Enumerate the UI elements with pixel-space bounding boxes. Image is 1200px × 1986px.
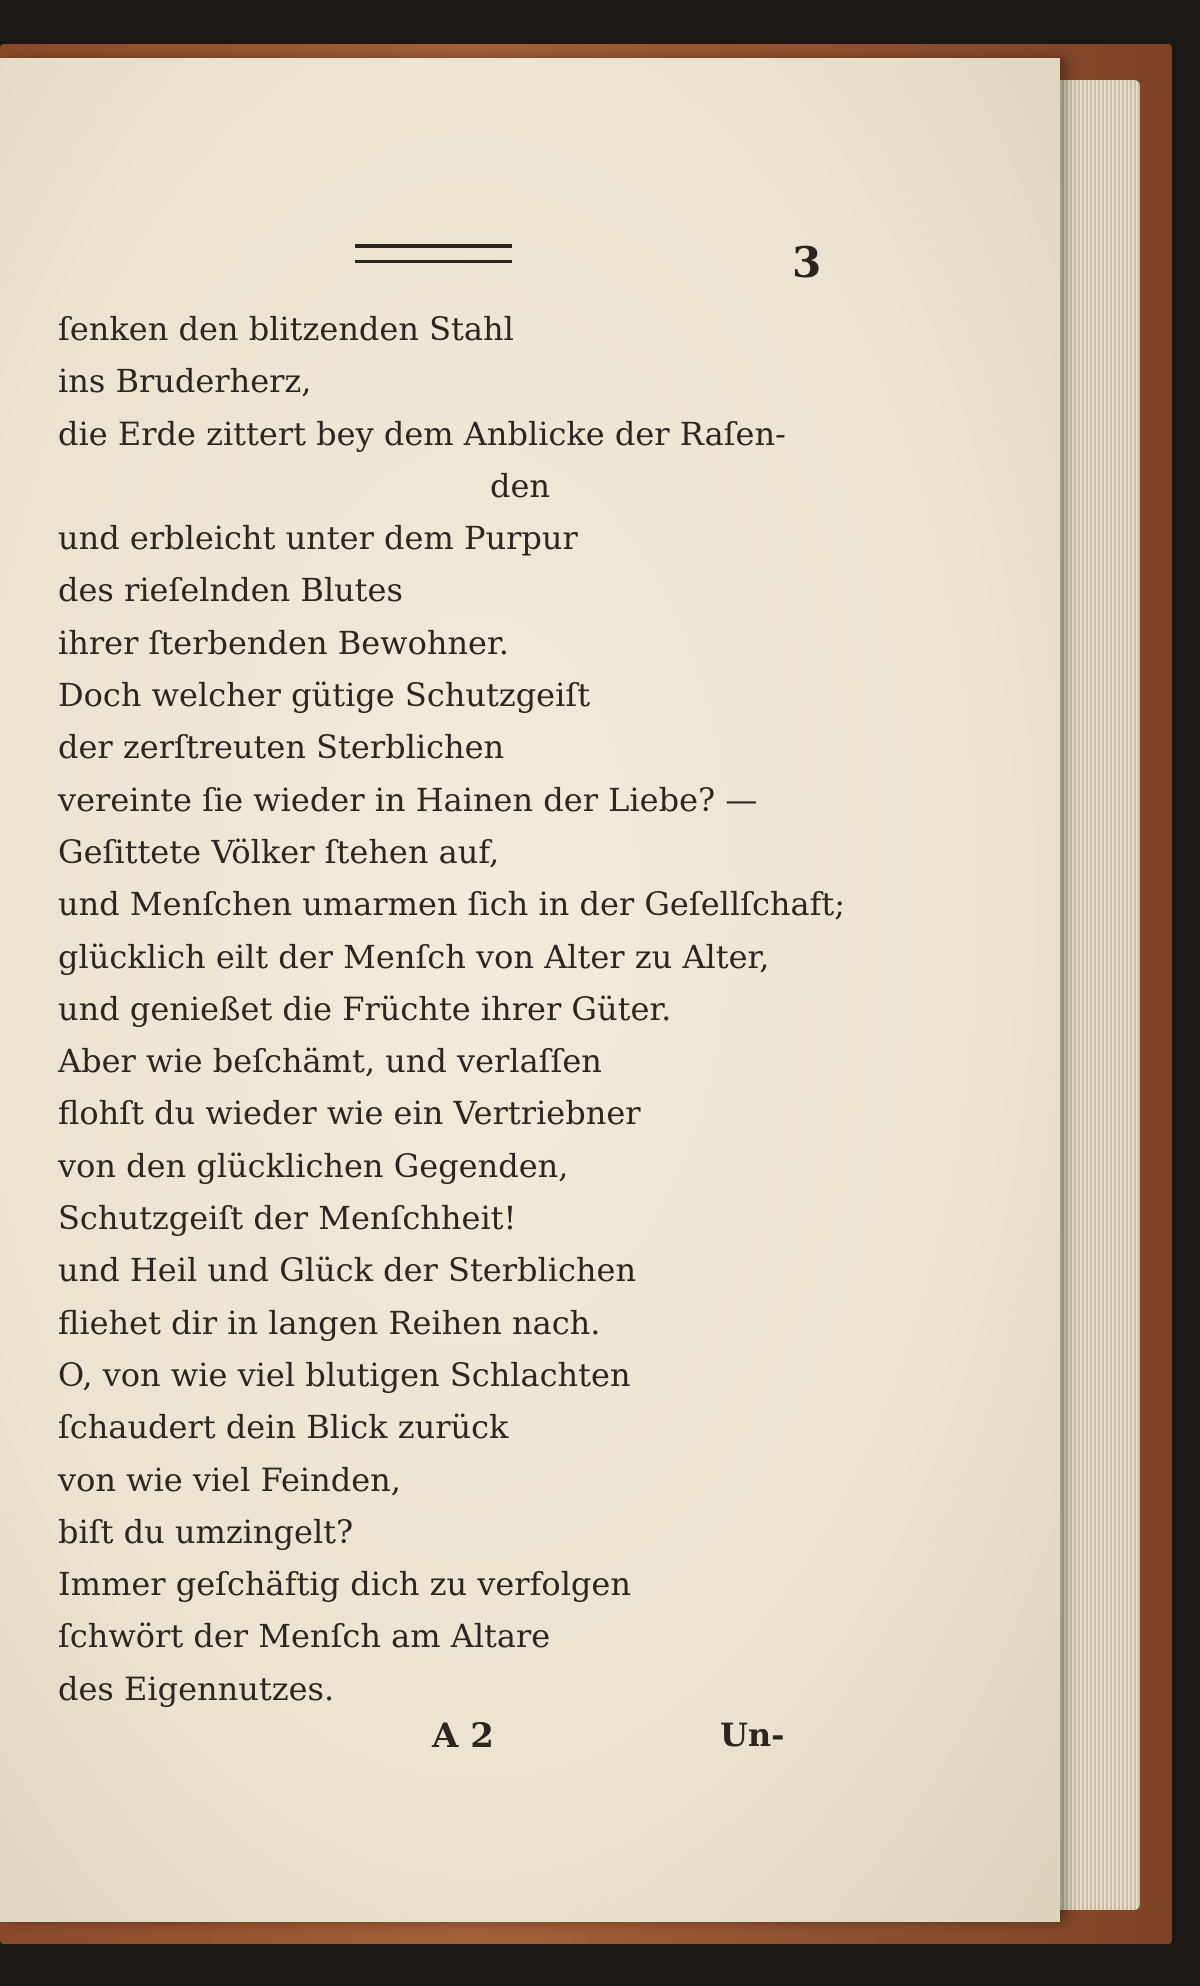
text-line: von den glücklichen Gegenden, (58, 1146, 569, 1185)
text-line: Doch welcher gütige Schutzgeiſt (58, 676, 591, 715)
text-line: des Eigennutzes. (58, 1669, 335, 1708)
signature-mark: A 2 (432, 1716, 494, 1756)
text-line: und genießet die Früchte ihrer Güter. (58, 989, 672, 1028)
text-line: biſt du umzingelt? (58, 1512, 354, 1551)
header-rule (355, 244, 512, 263)
text-line: flohſt du wieder wie ein Vertriebner (58, 1094, 641, 1133)
page-number: 3 (792, 238, 822, 287)
text-line: und Menſchen umarmen ſich in der Geſellſchaft; (58, 885, 846, 924)
text-line: ins Bruderherz, (58, 362, 312, 401)
text-line: Schutzgeiſt der Menſchheit! (58, 1199, 517, 1238)
book-page (0, 58, 1060, 1922)
text-line: und erbleicht unter dem Purpur (58, 519, 578, 558)
text-line: ihrer ſterbenden Bewohner. (58, 623, 509, 662)
text-line: fliehet dir in langen Reihen nach. (58, 1303, 601, 1342)
text-line: glücklich eilt der Menſch von Alter zu Alter, (58, 937, 770, 976)
text-line: Immer geſchäftig dich zu verfolgen (58, 1565, 631, 1604)
catchword: Un- (720, 1716, 785, 1754)
text-line: O, von wie viel blutigen Schlachten (58, 1355, 631, 1394)
text-line: ſchwört der Menſch am Altare (58, 1617, 551, 1656)
text-line: der zerſtreuten Sterblichen (58, 728, 505, 767)
text-line: vereinte ſie wieder in Hainen der Liebe? — (58, 780, 758, 819)
page-footer (0, 1716, 1060, 1776)
poem-text (58, 303, 846, 1715)
text-line: Geſittete Völker ſtehen auf, (58, 832, 500, 871)
text-line: die Erde zittert bey dem Anblicke der Raſen- (58, 414, 786, 453)
text-line: den (490, 466, 551, 505)
text-line: von wie viel Feinden, (58, 1460, 401, 1499)
text-line: und Heil und Glück der Sterblichen (58, 1251, 637, 1290)
text-line: ſenken den blitzenden Stahl (58, 310, 514, 348)
text-line: Aber wie beſchämt, und verlaſſen (58, 1042, 602, 1081)
text-line: des rieſelnden Blutes (58, 571, 403, 610)
text-line: ſchaudert dein Blick zurück (58, 1408, 509, 1447)
